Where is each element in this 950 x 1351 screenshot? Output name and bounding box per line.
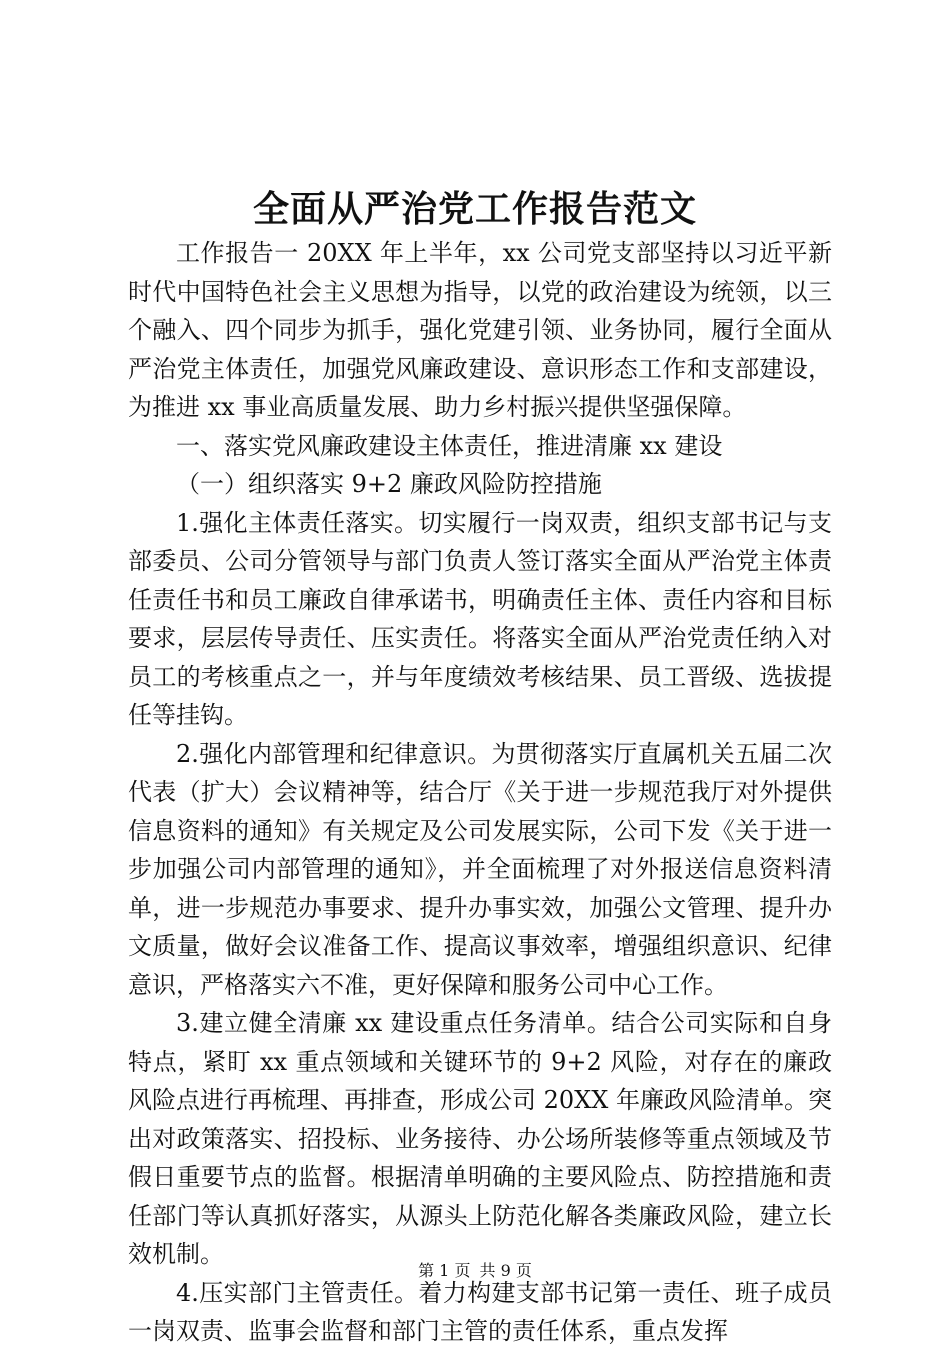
section-heading-1: 一、落实党风廉政建设主体责任，推进清廉 xx 建设 bbox=[176, 431, 723, 460]
paragraph-item-1: 1.强化主体责任落实。切实履行一岗双责，组织支部书记与支部委员、公司分管领导与部门负责人签订落实全面从严治党主体责任责任书和员工廉政自律承诺书，明确责任主体、责任内容和目标要求，层层传导责任、压实责任。将落实全面从严治党责任纳入对员工的考核重点之一，并与年度绩效考核结果、员工晋级、选拔提任等挂钩。 bbox=[128, 508, 832, 729]
paragraph-item-3: 3.建立健全清廉 xx 建设重点任务清单。结合公司实际和自身特点，紧盯 xx 重点领域和关键环节的 9+2 风险，对存在的廉政风险点进行再梳理、再排查，形成公司 20XX 年廉政风险清单。突出对政策落实、招投标、业务接待、办公场所装修等重点领域及节假日重要节点的监督。根据清单明确的主要风险点、防控措施和责任部门等认真抓好落实，从源头上防范化解各类廉政风险，建立长效机制。 bbox=[128, 1009, 832, 1268]
document-title: 全面从严治党工作报告范文 bbox=[252, 188, 697, 230]
page-footer bbox=[0, 1260, 950, 1282]
page-total: 共 9 页 bbox=[479, 1261, 532, 1280]
paragraph-item-2: 2.强化内部管理和纪律意识。为贯彻落实厅直属机关五届二次代表（扩大）会议精神等，结合厅《关于进一步规范我厅对外提供信息资料的通知》有关规定及公司发展实际，公司下发《关于进一步加强公司内部管理的通知》，并全面梳理了对外报送信息资料清单，进一步规范办事要求、提升办事实效，加强公文管理、提升办文质量，做好会议准备工作、提高议事效率，增强组织意识、纪律意识，严格落实六不准，更好保障和服务公司中心工作。 bbox=[128, 739, 832, 999]
document-body bbox=[128, 234, 832, 1351]
paragraph-intro: 工作报告一 20XX 年上半年，xx 公司党支部坚持以习近平新时代中国特色社会主义思想为指导，以党的政治建设为统领，以三个融入、四个同步为抓手，强化党建引领、业务协同，履行全面从严治党主体责任，加强党风廉政建设、意识形态工作和支部建设，为推进 xx 事业高质量发展、助力乡村振兴提供坚强保障。 bbox=[128, 239, 832, 421]
page-number: 第 1 页 bbox=[418, 1261, 471, 1280]
paragraph-item-4: 4.压实部门主管责任。着力构建支部书记第一责任、班子成员一岗双责、监事会监督和部门主管的责任体系，重点发挥 bbox=[128, 1278, 832, 1345]
subsection-heading-1: （一）组织落实 9+2 廉政风险防控措施 bbox=[176, 470, 602, 498]
